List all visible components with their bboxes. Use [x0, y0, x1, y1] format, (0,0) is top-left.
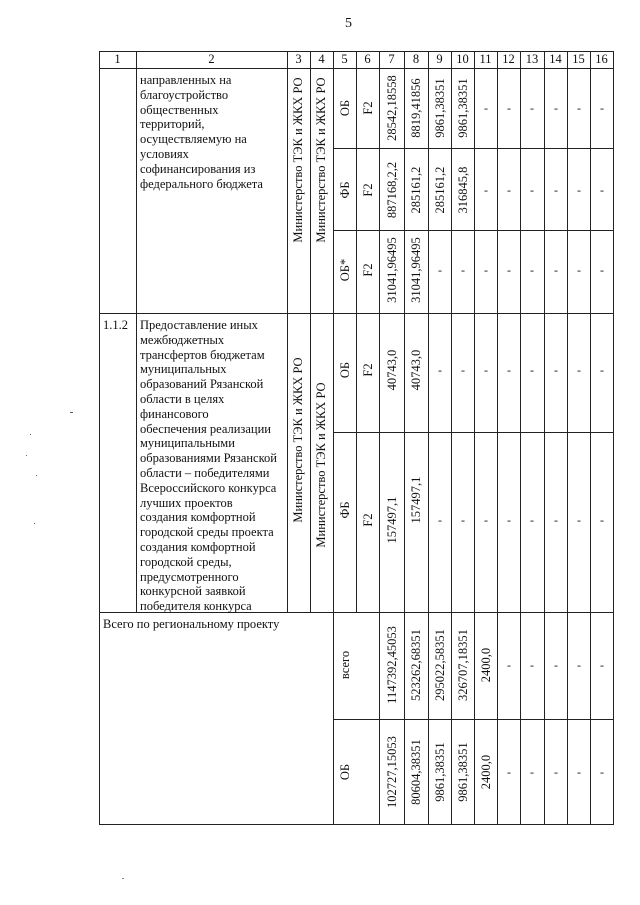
cell: - — [600, 183, 604, 197]
scan-speck — [36, 475, 37, 476]
cell: 285161,2 — [432, 166, 447, 214]
cell: - — [600, 765, 604, 779]
block2-responsible-col4: Министерство ТЭК и ЖКХ РО — [313, 382, 328, 548]
cell: - — [507, 101, 511, 115]
cell: - — [577, 183, 581, 197]
cell: F2 — [360, 263, 375, 277]
cell: - — [554, 363, 558, 377]
cell: - — [530, 101, 534, 115]
header-cell: 9 — [436, 52, 443, 66]
scan-speck — [26, 455, 27, 456]
cell: 2400,0 — [478, 754, 493, 790]
cell: - — [461, 263, 465, 277]
block2-description: Предоставление иных межбюджетных трансфертов бюджетам муниципальных образований Рязанской области в целях финансового обеспечения реализации муниципальными образованиями Рязанской области – победителями Всероссийского конкурса лучших проектов создания комфортной городской среды проекта создания комфортной городской среды, предусмотренного конкурсной заявкой победителя конкурса — [140, 318, 277, 614]
cell: - — [530, 658, 534, 672]
cell: ФБ — [337, 501, 352, 519]
cell: F2 — [360, 101, 375, 115]
header-cell: 10 — [456, 52, 469, 66]
cell: - — [507, 363, 511, 377]
cell: - — [577, 658, 581, 672]
cell: - — [600, 101, 604, 115]
header-cell: 14 — [549, 52, 562, 66]
cell: - — [554, 513, 558, 527]
header-cell: 11 — [479, 52, 492, 66]
cell: 2400,0 — [478, 647, 493, 683]
cell: 28542,18558 — [384, 75, 399, 141]
cell: - — [530, 183, 534, 197]
cell: - — [577, 263, 581, 277]
cell: ФБ — [337, 181, 352, 199]
cell: - — [484, 101, 488, 115]
cell: - — [554, 183, 558, 197]
cell: - — [507, 765, 511, 779]
cell: - — [461, 513, 465, 527]
cell: 523262,68351 — [408, 629, 423, 701]
cell: - — [577, 513, 581, 527]
cell: 8819,41856 — [408, 78, 423, 138]
cell: 295022,58351 — [432, 629, 447, 701]
cell: 1147392,45053 — [384, 626, 399, 704]
cell: 40743,0 — [384, 349, 399, 391]
cell: - — [507, 513, 511, 527]
cell: - — [484, 183, 488, 197]
cell: 9861,38351 — [455, 742, 470, 802]
cell: 31041,96495 — [384, 237, 399, 303]
header-cell: 13 — [525, 52, 539, 66]
cell: - — [530, 513, 534, 527]
cell: - — [530, 363, 534, 377]
cell: 31041,96495 — [408, 237, 423, 303]
cell: - — [577, 765, 581, 779]
header-cell: 3 — [295, 52, 302, 66]
header-cell: 12 — [502, 52, 515, 66]
cell: ОБ — [337, 99, 352, 117]
cell: всего — [337, 650, 352, 680]
cell: 9861,38351 — [432, 78, 447, 138]
header-cell: 8 — [412, 52, 420, 66]
scan-speck — [34, 523, 35, 524]
block1-description: направленных на благоустройство общественных территорий, осуществляемую на условиях софинансирования из федерального бюджета — [140, 73, 263, 191]
cell: - — [484, 513, 488, 527]
cell: - — [461, 363, 465, 377]
cell: - — [577, 363, 581, 377]
scan-speck — [122, 878, 124, 879]
total-label: Всего по региональному проекту — [103, 617, 280, 631]
cell: - — [600, 263, 604, 277]
header-cell: 7 — [388, 52, 395, 66]
cell: - — [600, 658, 604, 672]
cell: 9861,38351 — [432, 742, 447, 802]
cell: - — [600, 363, 604, 377]
block1-responsible-col4: Министерство ТЭК и ЖКХ РО — [313, 77, 328, 243]
cell: - — [577, 101, 581, 115]
cell: - — [530, 263, 534, 277]
header-cell: 15 — [572, 52, 585, 66]
header-cell: 6 — [364, 52, 371, 66]
cell: F2 — [360, 513, 375, 527]
cell: 285161,2 — [408, 166, 423, 214]
header-cell: 16 — [595, 52, 608, 66]
cell: 157497,1 — [384, 496, 399, 544]
cell: - — [530, 765, 534, 779]
block1-responsible-col3: Министерство ТЭК и ЖКХ РО — [290, 77, 305, 243]
header-cell: 4 — [318, 52, 325, 66]
scan-speck — [70, 412, 73, 413]
cell: 80604,38351 — [408, 739, 423, 805]
cell: F2 — [360, 183, 375, 197]
cell: - — [600, 513, 604, 527]
cell: ОБ — [337, 361, 352, 379]
cell: 102727,15053 — [384, 736, 399, 808]
block2-number: 1.1.2 — [103, 318, 128, 332]
cell: - — [438, 263, 442, 277]
cell: - — [484, 363, 488, 377]
cell: - — [484, 263, 488, 277]
cell: 326707,18351 — [455, 629, 470, 701]
cell: - — [554, 658, 558, 672]
cell: - — [438, 363, 442, 377]
cell: - — [554, 765, 558, 779]
cell: - — [554, 101, 558, 115]
cell: - — [507, 263, 511, 277]
cell: 40743,0 — [408, 349, 423, 391]
cell: - — [507, 183, 511, 197]
cell: - — [438, 513, 442, 527]
page-number: 5 — [345, 16, 352, 31]
scan-speck — [30, 434, 31, 435]
block2-responsible-col3: Министерство ТЭК и ЖКХ РО — [290, 357, 305, 523]
cell: - — [554, 263, 558, 277]
header-cell: 2 — [208, 52, 215, 66]
cell: 887168,2,2 — [384, 161, 399, 219]
cell: ОБ* — [337, 258, 352, 282]
header-cell: 1 — [114, 52, 121, 66]
header-cell: 5 — [341, 52, 348, 66]
cell: 316845,8 — [455, 166, 470, 214]
cell: - — [507, 658, 511, 672]
cell: 157497,1 — [408, 476, 423, 524]
cell: F2 — [360, 363, 375, 377]
cell: ОБ — [337, 763, 352, 781]
cell: 9861,38351 — [455, 78, 470, 138]
